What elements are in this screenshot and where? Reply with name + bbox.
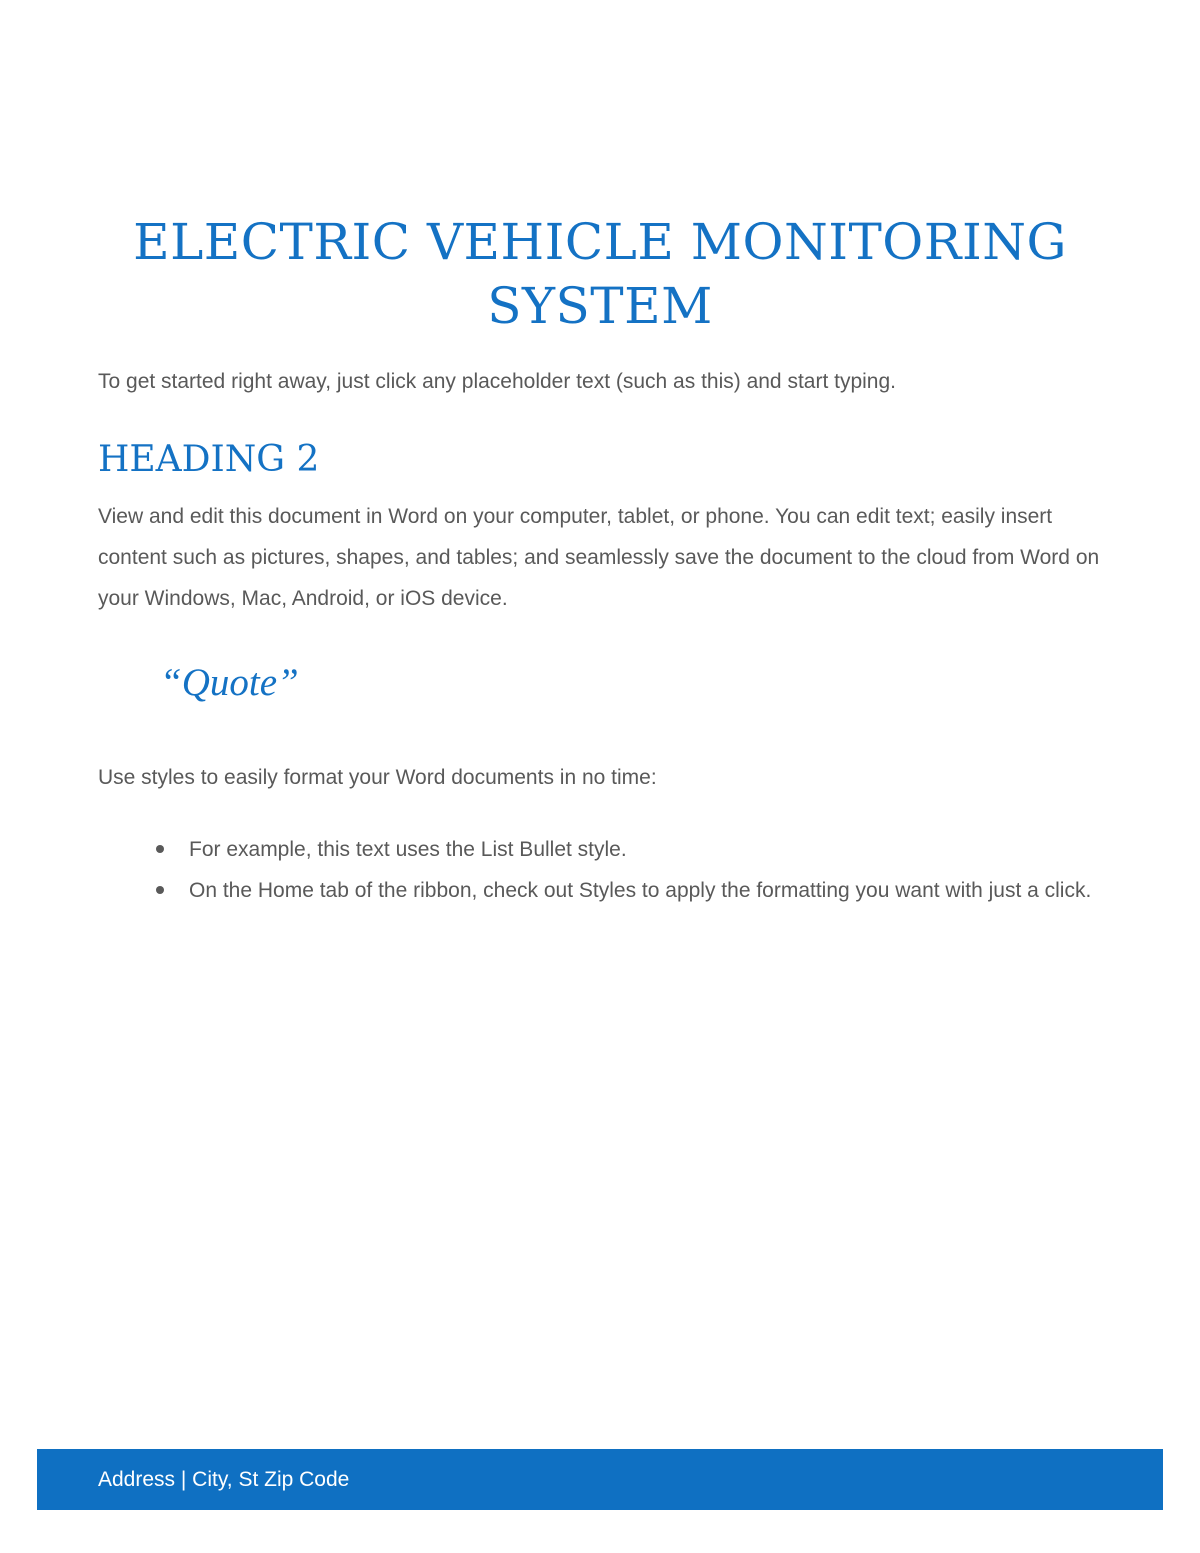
list-item-text: On the Home tab of the ribbon, check out Styles to apply the formatting you want with just a click. bbox=[189, 879, 1092, 902]
heading-2: HEADING 2 bbox=[98, 439, 320, 480]
bullet-list bbox=[98, 829, 1098, 911]
footer-address: Address | City, St Zip Code bbox=[98, 1468, 350, 1491]
quote-text: “Quote” bbox=[160, 661, 299, 704]
styles-intro-paragraph: Use styles to easily format your Word documents in no time: bbox=[98, 766, 657, 789]
footer-bar bbox=[37, 1449, 1163, 1510]
body-paragraph: View and edit this document in Word on your computer, tablet, or phone. You can edit text; easily insert content such as pictures, shapes, and tables; and seamlessly save the document to the cloud from Word on your Windows, Mac, Android, or iOS device. bbox=[98, 505, 1100, 610]
document-title: ELECTRIC VEHICLE MONITORING SYSTEM bbox=[133, 213, 1067, 335]
intro-paragraph: To get started right away, just click any placeholder text (such as this) and start typing. bbox=[98, 370, 896, 393]
bullet-icon bbox=[156, 845, 164, 853]
list-item bbox=[98, 829, 1098, 870]
bullet-icon bbox=[156, 886, 164, 894]
list-item bbox=[98, 870, 1098, 911]
list-item-text: For example, this text uses the List Bullet style. bbox=[189, 838, 627, 861]
